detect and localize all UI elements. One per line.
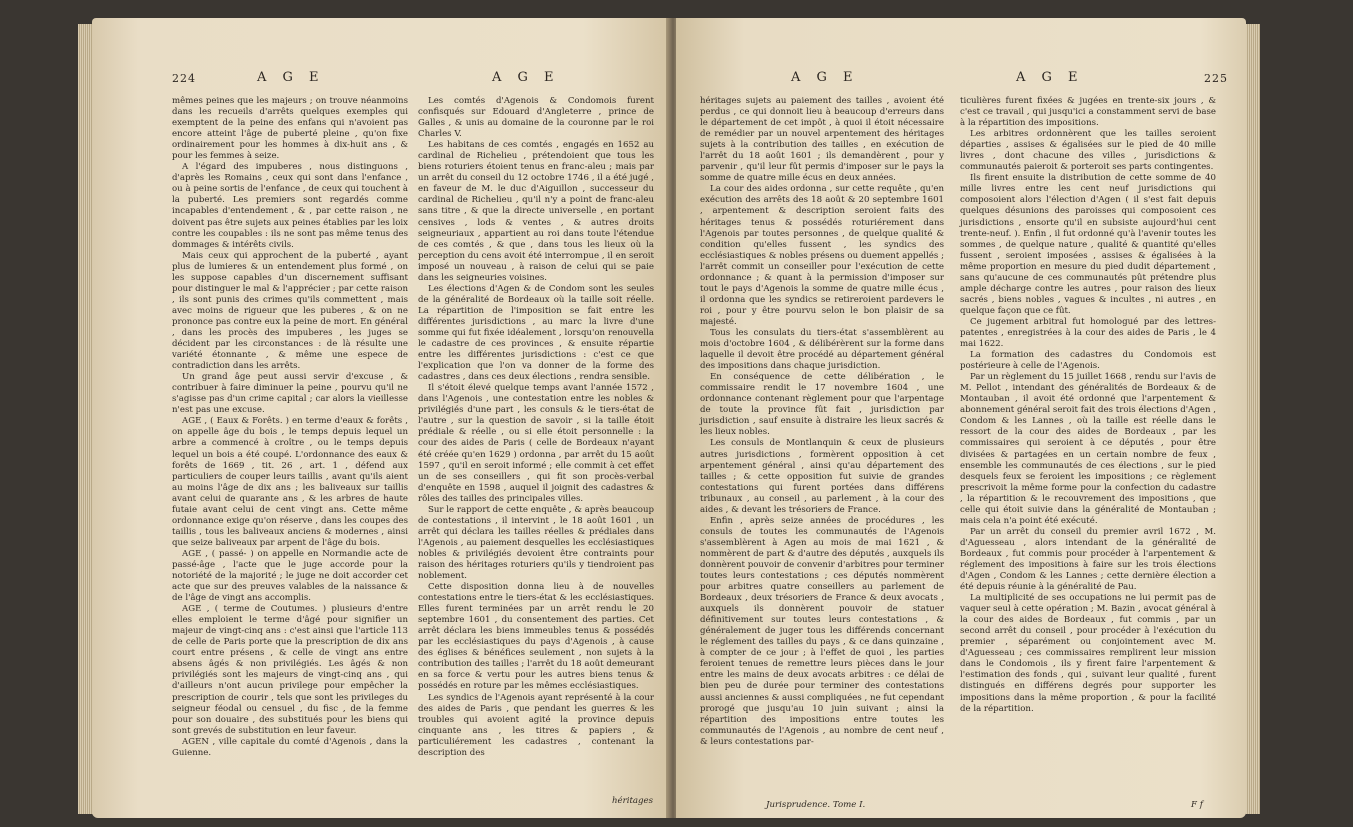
left-running-head-1: A G E	[257, 70, 325, 85]
right-page	[676, 18, 1246, 818]
paragraph: Cette disposition donna lieu à de nouvelles contestations entre le tiers-état & les ecclésiastiques. Elles furent terminées par un arrêt rendu le 20 septembre 1601 , du consentement des parties. Cet arrêt déclara les biens immeubles tenus & possédés par les ecclésiastiques du pays d'Agenois , à cause des églises & bénéfices seulement , non sujets à la contribution des tailles ; l'arrêt du 18 août demeurant en sa force & vertu pour les autres biens tenus & possédés en roture par les mêmes ecclésiastiques.	[418, 582, 654, 692]
paragraph: ticulières furent fixées & jugées en trente-six jours , & c'est ce travail , qui jusqu'ici a constamment servi de base à la répartition des impositions.	[960, 96, 1216, 129]
paragraph: AGE , ( Eaux & Forêts. ) en terme d'eaux & forêts , on appelle âge du bois , le temps depuis lequel un arbre a commencé à croître , ou le temps depuis lequel un bois a été coupé. L'ordonnance des eaux & forêts de 1669 , tit. 26 , art. 1 , défend aux particuliers de couper leurs taillis , avant qu'ils aient au moins l'âge de dix ans ; les baliveaux sur taillis avant celui de quarante ans , & les arbres de haute futaie avant celui de cent vingt ans. Cette même ordonnance exige qu'on réserve , dans les coupes des taillis , tous les baliveaux anciens & modernes , ainsi que seize baliveaux par arpent de l'âge du bois.	[172, 416, 408, 548]
left-column-1	[172, 96, 408, 759]
paragraph: Un grand âge peut aussi servir d'excuse , & contribuer à faire diminuer la peine , pourvu qu'il ne s'agisse pas d'un crime capital ; car alors la vieillesse n'est pas une excuse.	[172, 372, 408, 416]
paragraph: AGE , ( passé- ) on appelle en Normandie acte de passé-âge , l'acte que le juge accorde pour la notoriété de la majorité ; le juge ne doit accorder cet acte que sur des preuves valables de la naissance & de l'âge de vingt ans accomplis.	[172, 548, 408, 604]
paragraph: AGEN , ville capitale du comté d'Agenois , dans la Guienne.	[172, 736, 408, 758]
paragraph: Les comtés d'Agenois & Condomois furent confisqués sur Edouard d'Angleterre , prince de Galles , & unis au domaine de la couronne par le roi Charles V.	[418, 96, 654, 140]
paragraph: Mais ceux qui approchent de la puberté , ayant plus de lumieres & un entendement plus formé , on les suppose capables d'un discernement suffisant pour distinguer le mal & l'apprécier ; par cette raison , ils sont punis des crimes qu'ils commettent , mais avec moins de rigueur que les puberes , & on ne prononce pas contre eux la peine de mort. En général , dans les procès des impuberes , les juges se décident par les circonstances : de là résulte une variété étonnante , & même une espece de contradiction dans les arrêts.	[172, 250, 408, 372]
left-column-2	[418, 96, 654, 759]
paragraph: La formation des cadastres du Condomois est postérieure à celle de l'Agenois.	[960, 350, 1216, 372]
footer-volume: Jurisprudence. Tome I.	[766, 800, 866, 810]
right-page-number: 225	[1204, 72, 1228, 85]
paragraph: En conséquence de cette délibération , le commissaire rendit le 17 novembre 1604 , une ordonnance contenant règlement pour que l'arpentage de toute la province fût fait , jurisdiction par jurisdiction , sauf ensuite à distraire les lieux sacrés & les lieux nobles.	[700, 372, 944, 438]
paragraph: Enfin , après seize années de procédures , les consuls de toutes les communautés de l'Agenois s'assemblèrent à Agen au mois de mai 1621 , & nommèrent de part & d'autre des députés , auxquels ils donnèrent pouvoir de convenir d'arbitres pour terminer toutes leurs contestations ; ces députés nommèrent pour arbitres quatre conseillers au parlement de Bordeaux , deux trésoriers de France & deux avocats , auxquels ils donnèrent pouvoir de statuer définitivement sur toutes leurs contestations , & généralement de juger tous les différends concernant le réglement des tailles du pays , & ce dans quinzaine , à compter de ce jour ; à l'effet de quoi , les parties feroient tenues de remettre leurs pièces dans le jour entre les mains de deux avocats arbitres : ce délai de bien peu de durée pour terminer des contestations aussi anciennes & aussi compliquées , ne fut cependant prorogé que jusqu'au 10 juin suivant ; ainsi la répartition des impositions entre toutes les communautés de l'Agenois , au nombre de cent neuf , & leurs contestations par-	[700, 515, 944, 747]
paragraph: Tous les consulats du tiers-état s'assemblèrent au mois d'octobre 1604 , & délibérèrent sur la forme dans laquelle il devoit être procédé au département général des impositions dans chaque jurisdiction.	[700, 327, 944, 372]
paragraph: Les élections d'Agen & de Condom sont les seules de la généralité de Bordeaux où la taille soit réelle. La répartition de l'imposition se fait entre les différentes jurisdictions , au marc la livre d'une somme qui fut fixée idéalement , lorsqu'on renouvella le cadastre de ces provinces , & ensuite répartie entre les différentes jurisdictions : c'est ce que l'explication que l'on va donner de la forme des cadastres , dans ces deux élections , rendra sensible.	[418, 283, 654, 383]
paragraph: La multiplicité de ses occupations ne lui permit pas de vaquer seul à cette opération ; M. Bazin , avocat général à la cour des aides de Bordeaux , fut commis , par un second arrêt du conseil , pour procéder à l'exécution du premier , séparément ou conjointement avec M. d'Aguesseau ; ces commissaires remplirent leur mission dans le Condomois , ils y firent faire l'arpentement & l'estimation des fonds , qui , suivant leur qualité , furent distingués en différens degrés pour supporter les impositions dans la même proportion , & pour la facilité de la répartition.	[960, 593, 1216, 714]
signature-mark: F f	[1191, 800, 1203, 810]
paragraph: Les consuls de Montlanquin & ceux de plusieurs autres jurisdictions , formèrent opposition à cet arpentement général , ainsi qu'au département des tailles ; & cette opposition fut suivie de grandes contestations qui furent portées dans différens tribunaux , au conseil , au parlement , à la cour des aides , & devant les trésoriers de France.	[700, 438, 944, 515]
paragraph: Ils firent ensuite la distribution de cette somme de 40 mille livres entre les cent neuf jurisdictions qui composoient alors l'élection d'Agen ( il s'est fait depuis quelques désunions des paroisses qui composoient ces jurisdictions , ensorte qu'il en subsiste aujourd'hui cent trente-neuf. ). Enfin , il fut ordonné qu'à l'avenir toutes les sommes , de quelque nature , qualité & quantité qu'elles fussent , seroient imposées , assises & égalisées à la même proportion en mesure du pied dudit département , sans qu'aucune de ces communautés pût prétendre plus ample décharge contre les autres , pour raison des lieux sacrés , biens nobles , vagues & incultes , ni autres , en quelque façon que ce fût.	[960, 173, 1216, 316]
right-column-2	[960, 96, 1216, 715]
catchword: héritages	[612, 796, 654, 806]
paragraph: Les habitans de ces comtés , engagés en 1652 au cardinal de Richelieu , prétendoient que tous les biens roturiers étoient tenus en franc-aleu ; mais par un arrêt du conseil du 12 octobre 1746 , il a été jugé , en faveur de M. le duc d'Aiguillon , successeur du cardinal de Richelieu , qu'il n'y a point de franc-aleu sans titre , & que la directe universelle , en portant censives , lods & ventes , & autres droits seigneuriaux , appartient au roi dans toute l'étendue de ces comtés , & que , dans tous les lieux où la perception du cens avoit été interrompue , il en seroit imposé un nouveau , à raison de celui qui se paie dans les seigneuries voisines.	[418, 140, 654, 283]
right-running-head-1: A G E	[791, 70, 859, 85]
paragraph: Ce jugement arbitral fut homologué par des lettres-patentes , enregistrées à la cour des aides de Paris , le 4 mai 1622.	[960, 316, 1216, 350]
paragraph: A l'égard des impuberes , nous distinguons , d'après les Romains , ceux qui sont dans l'enfance , ou à peine sortis de l'enfance , de ceux qui touchent à la puberté. Les premiers sont regardés comme incapables d'entendement , & , par cette raison , ne doivent pas être sujets aux peines établies par les loix contre les coupables : ils ne sont pas même tenus des dommages & intérêts civils.	[172, 162, 408, 250]
paragraph: La cour des aides ordonna , sur cette requête , qu'en exécution des arrêts des 18 août & 20 septembre 1601 , arpentement & description seroient faits des héritages tenus & possédés roturiérement dans l'Agenois par toutes personnes , de quelque qualité & condition qu'elles fussent , les syndics des ecclésiastiques & nobles présens ou duement appellés ; l'arrêt commit un conseiller pour l'exécution de cette ordonnance ; & quant à la permission d'imposer sur tout le pays d'Agenois la somme de quatre mille écus , il ordonna que les syndics se retireroient pardevers le roi , pour y être pourvu selon le bon plaisir de sa majesté.	[700, 184, 944, 327]
right-page-edges	[1244, 24, 1260, 814]
right-column-1	[700, 96, 944, 748]
paragraph: Par un règlement du 15 juillet 1668 , rendu sur l'avis de M. Pellot , intendant des généralités de Bordeaux & de Montauban , il avoit été ordonné que l'arpentement & abonnement général seroit fait des trois élections d'Agen , Condom & les Lannes , où la taille est réelle dans le ressort de la cour des aides de Bordeaux , par les commissaires qui seroient à ce députés , pour être divisées & partagées en un certain nombre de feux , ensemble les communautés de ces élections , sur le pied desquels feux se feroient les impositions ; ce règlement prescrivoit la même forme pour la confection du cadastre , la répartition & le recouvrement des impositions , que celle qui étoit suivie dans la généralité de Montauban ; mais cela n'a point été exécuté.	[960, 372, 1216, 526]
paragraph: Sur le rapport de cette enquête , & après beaucoup de contestations , il intervint , le 18 août 1601 , un arrêt qui déclara les tailles réelles & prédiales dans l'Agenois , au paiement desquelles les ecclésiastiques nobles & privilégiés devoient être contraints pour raison des héritages roturiers qu'ils y tiendroient pas noblement.	[418, 504, 654, 582]
left-page	[92, 18, 670, 818]
paragraph: héritages sujets au paiement des tailles , avoient été perdus , ce qui donnoit lieu à beaucoup d'erreurs dans le département de cet impôt , à quoi il étoit nécessaire de remédier par un nouvel arpentement des héritages sujets à la contribution des tailles , en exécution de l'arrêt du 18 août 1601 ; ils demandèrent , pour y parvenir , qu'il leur fût permis d'imposer sur le pays la somme de quatre mille écus en deux années.	[700, 96, 944, 184]
left-page-number: 224	[172, 72, 196, 85]
left-running-head-2: A G E	[492, 70, 560, 85]
paragraph: Par un arrêt du conseil du premier avril 1672 , M. d'Aguesseau , alors intendant de la généralité de Bordeaux , fut commis pour procéder à l'arpentement & réglement des impositions à faire sur les trois élections d'Agen , Condom & les Lannes ; cette dernière élection a été depuis réunie à la généralité de Pau.	[960, 526, 1216, 593]
paragraph: Il s'étoit élevé quelque temps avant l'année 1572 , dans l'Agenois , une contestation entre les nobles & privilégiés d'une part , les consuls & le tiers-état de l'autre , sur la question de savoir , si la taille étoit prédiale & réelle , ou si elle étoit personnelle : la cour des aides de Paris ( celle de Bordeaux n'ayant été créée qu'en 1629 ) ordonna , par arrêt du 15 août 1597 , qu'il en seroit informé ; elle commit à cet effet un de ses conseillers , qui fit son procès-verbal d'enquête en 1598 , auquel il joignit des cadastres & rôles des tailles des principales villes.	[418, 383, 654, 504]
paragraph: Les syndics de l'Agenois ayant représenté à la cour des aides de Paris , que pendant les guerres & les troubles qui avoient agité la province depuis cinquante ans , les titres & papiers , & particuliérement les cadastres , contenant la description des	[418, 692, 654, 758]
paragraph: AGE , ( terme de Coutumes. ) plusieurs d'entre elles emploient le terme d'âgé pour signifier un majeur de vingt-cinq ans : c'est ainsi que l'article 113 de celle de Paris porte que la prescription de dix ans court entre présens , & celle de vingt ans entre absens âgés & non privilégiés. Les âgés & non privilégiés sont les majeurs de vingt-cinq ans , qui d'ailleurs n'ont aucun privilege pour empêcher la prescription de courir , tels que sont les privileges du seigneur féodal ou censuel , du fisc , de la femme pour son douaire , des substitués pour les biens qui sont grevés de substitution en leur faveur.	[172, 604, 408, 736]
paragraph: mêmes peines que les majeurs ; on trouve néanmoins dans les recueils d'arrêts quelques exemples qui exemptent de la peine des enfans qui n'avoient pas encore atteint l'âge de puberté pleine , qu'on fixe ordinairement pour les hommes à dix-huit ans , & pour les femmes à seize.	[172, 96, 408, 162]
paragraph: Les arbitres ordonnèrent que les tailles seroient départies , assises & égalisées sur le pied de 40 mille livres , dont chacune des villes , jurisdictions & communautés paieroit & porteroit ses parts contingentes.	[960, 129, 1216, 173]
right-running-head-2: A G E	[1016, 70, 1084, 85]
